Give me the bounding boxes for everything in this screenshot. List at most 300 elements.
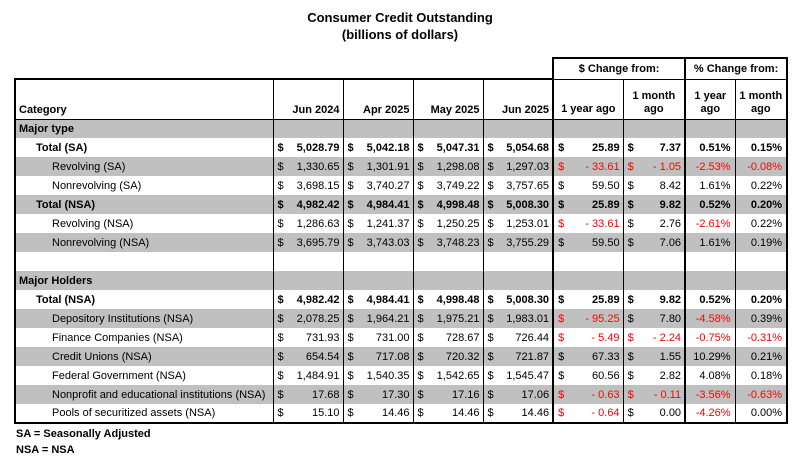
consumer-credit-table	[14, 57, 788, 424]
change-amount: 67.33	[592, 350, 620, 363]
title-block	[0, 10, 800, 42]
percent-change-cell: -4.58%	[685, 309, 735, 328]
month-amount: 3,695.79	[296, 236, 340, 249]
month-amount: 3,755.29	[506, 236, 550, 249]
currency-symbol: $	[417, 160, 424, 173]
section-row	[15, 271, 787, 290]
month-value-cell	[413, 176, 483, 195]
currency-symbol: $	[487, 388, 494, 401]
percent-change-cell: 0.15%	[735, 138, 787, 157]
dollar-change-cell	[553, 195, 623, 214]
percent-change-cell: 0.22%	[735, 176, 787, 195]
currency-symbol: $	[487, 141, 494, 154]
change-amount: 25.89	[592, 198, 620, 211]
month-amount: 5,008.30	[506, 198, 550, 211]
currency-symbol: $	[558, 141, 565, 154]
change-amount: 2.76	[659, 217, 682, 230]
month-value-cell	[273, 157, 343, 176]
currency-symbol: $	[487, 407, 494, 419]
category-cell: Finance Companies (NSA)	[15, 328, 273, 347]
month-value-cell	[483, 385, 553, 404]
month-amount: 654.54	[305, 350, 340, 363]
month-value-cell	[483, 195, 553, 214]
change-amount: 59.50	[592, 179, 620, 192]
change-amount: 8.42	[659, 179, 682, 192]
currency-symbol: $	[558, 388, 565, 401]
month-value-cell	[343, 309, 413, 328]
footnote-nsa: NSA = NSA	[16, 444, 75, 456]
currency-symbol: $	[277, 236, 284, 249]
currency-symbol: $	[487, 179, 494, 192]
month-value-cell	[273, 385, 343, 404]
currency-symbol: $	[627, 388, 634, 401]
month-value-cell	[483, 309, 553, 328]
change-amount: 7.37	[659, 141, 682, 154]
currency-symbol: $	[347, 236, 354, 249]
blank-cell	[483, 271, 553, 290]
category-cell: Total (NSA)	[15, 290, 273, 309]
month-amount: 1,286.63	[296, 217, 340, 230]
currency-symbol: $	[487, 236, 494, 249]
month-amount: 3,749.22	[436, 179, 480, 192]
month-value-cell	[413, 309, 483, 328]
currency-symbol: $	[347, 141, 354, 154]
dollar-change-cell	[553, 157, 623, 176]
column-header-may-2025: May 2025	[413, 79, 483, 119]
section-row	[15, 119, 787, 138]
currency-symbol: $	[277, 369, 284, 382]
currency-symbol: $	[277, 331, 284, 344]
currency-symbol: $	[347, 331, 354, 344]
month-value-cell	[413, 328, 483, 347]
blank-cell	[553, 119, 623, 138]
month-amount: 17.68	[311, 388, 340, 401]
table-header	[15, 58, 787, 119]
dollar-change-cell	[623, 195, 685, 214]
currency-symbol: $	[417, 407, 424, 419]
currency-symbol: $	[417, 369, 424, 382]
currency-symbol: $	[487, 350, 494, 363]
month-amount: 1,250.25	[436, 217, 480, 230]
change-amount: 25.89	[592, 141, 620, 154]
blank-cell	[413, 119, 483, 138]
month-amount: 1,975.21	[436, 312, 480, 325]
month-value-cell	[483, 233, 553, 252]
month-amount: 1,253.01	[506, 217, 550, 230]
currency-symbol: $	[627, 312, 634, 325]
month-amount: 5,042.18	[366, 141, 410, 154]
month-value-cell	[273, 138, 343, 157]
dollar-change-cell	[553, 366, 623, 385]
month-amount: 1,540.35	[366, 369, 410, 382]
currency-symbol: $	[487, 217, 494, 230]
change-amount: - 95.25	[585, 312, 620, 325]
table-row	[15, 233, 787, 252]
currency-symbol: $	[627, 407, 634, 419]
spacer-row	[15, 252, 787, 271]
percent-change-group-header: % Change from:	[685, 58, 787, 79]
blank-cell	[685, 271, 735, 290]
month-value-cell	[343, 404, 413, 423]
table-row	[15, 309, 787, 328]
change-amount: - 33.61	[585, 217, 620, 230]
column-header-jun-2024: Jun 2024	[273, 79, 343, 119]
month-amount: 5,054.68	[506, 141, 550, 154]
dollar-change-cell	[623, 347, 685, 366]
currency-symbol: $	[347, 388, 354, 401]
month-amount: 17.30	[381, 388, 410, 401]
percent-change-cell: -3.56%	[685, 385, 735, 404]
percent-change-cell: 0.51%	[685, 138, 735, 157]
column-header-dollar-1-month-ago: 1 month ago	[623, 79, 685, 119]
blank-cell	[735, 271, 787, 290]
month-amount: 1,330.65	[296, 160, 340, 173]
month-amount: 3,743.03	[366, 236, 410, 249]
month-value-cell	[273, 176, 343, 195]
month-value-cell	[343, 233, 413, 252]
currency-symbol: $	[558, 350, 565, 363]
month-value-cell	[273, 214, 343, 233]
table-row	[15, 157, 787, 176]
month-value-cell	[343, 157, 413, 176]
currency-symbol: $	[417, 350, 424, 363]
currency-symbol: $	[277, 350, 284, 363]
month-amount: 4,982.42	[296, 293, 340, 306]
month-value-cell	[413, 195, 483, 214]
percent-change-cell: -0.75%	[685, 328, 735, 347]
currency-symbol: $	[627, 293, 634, 306]
table-row	[15, 347, 787, 366]
category-cell: Pools of securitized assets (NSA)	[15, 404, 273, 423]
category-cell: Revolving (NSA)	[15, 214, 273, 233]
column-header-row	[15, 79, 787, 119]
blank-cell	[413, 252, 483, 271]
header-spacer	[15, 58, 553, 79]
category-cell	[15, 252, 273, 271]
currency-symbol: $	[417, 388, 424, 401]
percent-change-cell: 0.20%	[735, 290, 787, 309]
month-value-cell	[413, 138, 483, 157]
month-value-cell	[273, 233, 343, 252]
month-amount: 5,028.79	[296, 141, 340, 154]
blank-cell	[735, 119, 787, 138]
table-row	[15, 195, 787, 214]
month-amount: 726.44	[515, 331, 550, 344]
currency-symbol: $	[627, 198, 634, 211]
percent-change-cell: -4.26%	[685, 404, 735, 423]
change-amount: 7.80	[659, 312, 682, 325]
currency-symbol: $	[627, 369, 634, 382]
dollar-change-cell	[553, 290, 623, 309]
month-value-cell	[273, 309, 343, 328]
currency-symbol: $	[417, 293, 424, 306]
dollar-change-cell	[553, 233, 623, 252]
dollar-change-cell	[553, 309, 623, 328]
month-amount: 2,078.25	[296, 312, 340, 325]
month-amount: 731.00	[375, 331, 410, 344]
month-value-cell	[413, 233, 483, 252]
month-value-cell	[413, 347, 483, 366]
month-amount: 4,998.48	[436, 198, 480, 211]
currency-symbol: $	[627, 236, 634, 249]
currency-symbol: $	[277, 293, 284, 306]
month-value-cell	[413, 290, 483, 309]
percent-change-cell: 0.19%	[735, 233, 787, 252]
dollar-change-cell	[623, 366, 685, 385]
currency-symbol: $	[558, 198, 565, 211]
dollar-change-cell	[623, 157, 685, 176]
blank-cell	[343, 119, 413, 138]
month-value-cell	[343, 214, 413, 233]
change-amount: - 5.49	[591, 331, 620, 344]
currency-symbol: $	[558, 236, 565, 249]
blank-cell	[735, 252, 787, 271]
currency-symbol: $	[487, 369, 494, 382]
currency-symbol: $	[487, 312, 494, 325]
change-amount: 7.06	[659, 236, 682, 249]
currency-symbol: $	[347, 179, 354, 192]
category-cell: Credit Unions (NSA)	[15, 347, 273, 366]
dollar-change-cell	[553, 385, 623, 404]
table-row	[15, 176, 787, 195]
percent-change-cell: 1.61%	[685, 176, 735, 195]
month-amount: 3,740.27	[366, 179, 410, 192]
change-amount: 60.56	[592, 369, 620, 382]
change-amount: 59.50	[592, 236, 620, 249]
month-value-cell	[343, 385, 413, 404]
month-value-cell	[483, 366, 553, 385]
currency-symbol: $	[277, 407, 284, 419]
change-amount: 2.82	[659, 369, 682, 382]
table-row	[15, 290, 787, 309]
percent-change-cell: 0.21%	[735, 347, 787, 366]
month-value-cell	[483, 176, 553, 195]
month-amount: 14.46	[381, 407, 410, 419]
month-amount: 5,008.30	[506, 293, 550, 306]
blank-cell	[553, 271, 623, 290]
table-row	[15, 366, 787, 385]
month-value-cell	[343, 347, 413, 366]
month-amount: 1,964.21	[366, 312, 410, 325]
month-amount: 5,047.31	[436, 141, 480, 154]
currency-symbol: $	[627, 160, 634, 173]
month-value-cell	[343, 366, 413, 385]
month-value-cell	[413, 404, 483, 423]
percent-change-cell: 1.61%	[685, 233, 735, 252]
currency-symbol: $	[487, 331, 494, 344]
month-amount: 728.67	[445, 331, 480, 344]
percent-change-cell: 0.00%	[735, 404, 787, 423]
change-amount: - 0.63	[591, 388, 620, 401]
currency-symbol: $	[558, 217, 565, 230]
report-subtitle: (billions of dollars)	[341, 27, 459, 42]
category-cell: Nonrevolving (SA)	[15, 176, 273, 195]
change-amount: - 2.24	[652, 331, 682, 344]
dollar-change-cell	[623, 385, 685, 404]
currency-symbol: $	[558, 160, 565, 173]
dollar-change-group-header: $ Change from:	[553, 58, 685, 79]
month-value-cell	[273, 195, 343, 214]
table-row	[15, 328, 787, 347]
month-value-cell	[483, 290, 553, 309]
month-amount: 1,297.03	[506, 160, 550, 173]
currency-symbol: $	[417, 331, 424, 344]
percent-change-cell: -0.31%	[735, 328, 787, 347]
footnotes	[16, 426, 151, 458]
percent-change-cell: 0.52%	[685, 290, 735, 309]
currency-symbol: $	[277, 179, 284, 192]
blank-cell	[553, 252, 623, 271]
month-amount: 731.93	[305, 331, 340, 344]
month-value-cell	[273, 366, 343, 385]
blank-cell	[685, 119, 735, 138]
month-value-cell	[483, 328, 553, 347]
currency-symbol: $	[277, 312, 284, 325]
currency-symbol: $	[558, 369, 565, 382]
currency-symbol: $	[627, 331, 634, 344]
dollar-change-cell	[553, 176, 623, 195]
blank-cell	[273, 119, 343, 138]
dollar-change-cell	[623, 309, 685, 328]
change-amount: - 1.05	[652, 160, 682, 173]
blank-cell	[483, 119, 553, 138]
change-amount: - 0.64	[591, 407, 620, 419]
percent-change-cell: 0.39%	[735, 309, 787, 328]
currency-symbol: $	[417, 236, 424, 249]
category-cell: Nonrevolving (NSA)	[15, 233, 273, 252]
currency-symbol: $	[627, 179, 634, 192]
blank-cell	[483, 252, 553, 271]
month-amount: 720.32	[445, 350, 480, 363]
month-amount: 1,298.08	[436, 160, 480, 173]
table-row	[15, 404, 787, 423]
month-value-cell	[273, 347, 343, 366]
month-value-cell	[343, 290, 413, 309]
month-value-cell	[343, 138, 413, 157]
currency-symbol: $	[347, 407, 354, 419]
month-value-cell	[343, 176, 413, 195]
month-value-cell	[273, 290, 343, 309]
month-amount: 4,984.41	[366, 293, 410, 306]
table-body	[15, 119, 787, 423]
month-amount: 1,484.91	[296, 369, 340, 382]
currency-symbol: $	[347, 350, 354, 363]
blank-cell	[623, 119, 685, 138]
percent-change-cell: -0.08%	[735, 157, 787, 176]
month-value-cell	[273, 328, 343, 347]
currency-symbol: $	[558, 293, 565, 306]
month-value-cell	[483, 157, 553, 176]
category-cell: Depository Institutions (NSA)	[15, 309, 273, 328]
percent-change-cell: -2.53%	[685, 157, 735, 176]
month-amount: 14.46	[451, 407, 480, 419]
change-amount: 9.82	[659, 293, 682, 306]
month-amount: 721.87	[515, 350, 550, 363]
column-header-category: Category	[15, 79, 273, 119]
currency-symbol: $	[277, 160, 284, 173]
currency-symbol: $	[347, 312, 354, 325]
currency-symbol: $	[487, 160, 494, 173]
dollar-change-cell	[623, 214, 685, 233]
currency-symbol: $	[487, 293, 494, 306]
month-amount: 3,748.23	[436, 236, 480, 249]
currency-symbol: $	[347, 369, 354, 382]
month-amount: 3,698.15	[296, 179, 340, 192]
currency-symbol: $	[277, 141, 284, 154]
category-cell: Nonprofit and educational institutions (NSA)	[15, 385, 273, 404]
month-amount: 4,998.48	[436, 293, 480, 306]
blank-cell	[413, 271, 483, 290]
column-header-apr-2025: Apr 2025	[343, 79, 413, 119]
currency-symbol: $	[277, 198, 284, 211]
dollar-change-cell	[553, 214, 623, 233]
dollar-change-cell	[623, 290, 685, 309]
dollar-change-cell	[553, 404, 623, 423]
month-value-cell	[413, 366, 483, 385]
blank-cell	[623, 271, 685, 290]
table-row	[15, 214, 787, 233]
month-amount: 14.46	[521, 407, 550, 419]
change-amount: - 0.11	[653, 388, 682, 401]
currency-symbol: $	[417, 312, 424, 325]
blank-cell	[343, 271, 413, 290]
currency-symbol: $	[277, 388, 284, 401]
blank-cell	[623, 252, 685, 271]
month-value-cell	[483, 404, 553, 423]
currency-symbol: $	[417, 141, 424, 154]
month-amount: 1,545.47	[506, 369, 550, 382]
currency-symbol: $	[347, 293, 354, 306]
blank-cell	[273, 271, 343, 290]
category-cell: Total (NSA)	[15, 195, 273, 214]
blank-cell	[343, 252, 413, 271]
change-amount: 25.89	[592, 293, 620, 306]
month-amount: 1,542.65	[436, 369, 480, 382]
month-amount: 15.10	[311, 407, 340, 419]
month-value-cell	[273, 404, 343, 423]
dollar-change-cell	[553, 347, 623, 366]
dollar-change-cell	[623, 138, 685, 157]
month-amount: 1,241.37	[366, 217, 410, 230]
change-amount: 9.82	[659, 198, 682, 211]
month-value-cell	[413, 214, 483, 233]
change-amount: 0.00	[659, 407, 682, 419]
currency-symbol: $	[558, 331, 565, 344]
currency-symbol: $	[487, 198, 494, 211]
percent-change-cell: 0.22%	[735, 214, 787, 233]
percent-change-cell: 0.18%	[735, 366, 787, 385]
currency-symbol: $	[347, 160, 354, 173]
group-header-row	[15, 58, 787, 79]
currency-symbol: $	[627, 217, 634, 230]
percent-change-cell: -2.61%	[685, 214, 735, 233]
month-amount: 17.06	[521, 388, 550, 401]
report-title: Consumer Credit Outstanding	[307, 10, 493, 25]
footnote-sa: SA = Seasonally Adjusted	[16, 428, 151, 440]
month-value-cell	[343, 328, 413, 347]
month-amount: 717.08	[375, 350, 410, 363]
column-header-dollar-1-year-ago: 1 year ago	[553, 79, 623, 119]
currency-symbol: $	[347, 217, 354, 230]
currency-symbol: $	[277, 217, 284, 230]
currency-symbol: $	[558, 312, 565, 325]
dollar-change-cell	[623, 328, 685, 347]
currency-symbol: $	[417, 198, 424, 211]
column-header-percent-1-year-ago: 1 year ago	[685, 79, 735, 119]
dollar-change-cell	[553, 138, 623, 157]
month-amount: 4,982.42	[296, 198, 340, 211]
category-cell: Total (SA)	[15, 138, 273, 157]
